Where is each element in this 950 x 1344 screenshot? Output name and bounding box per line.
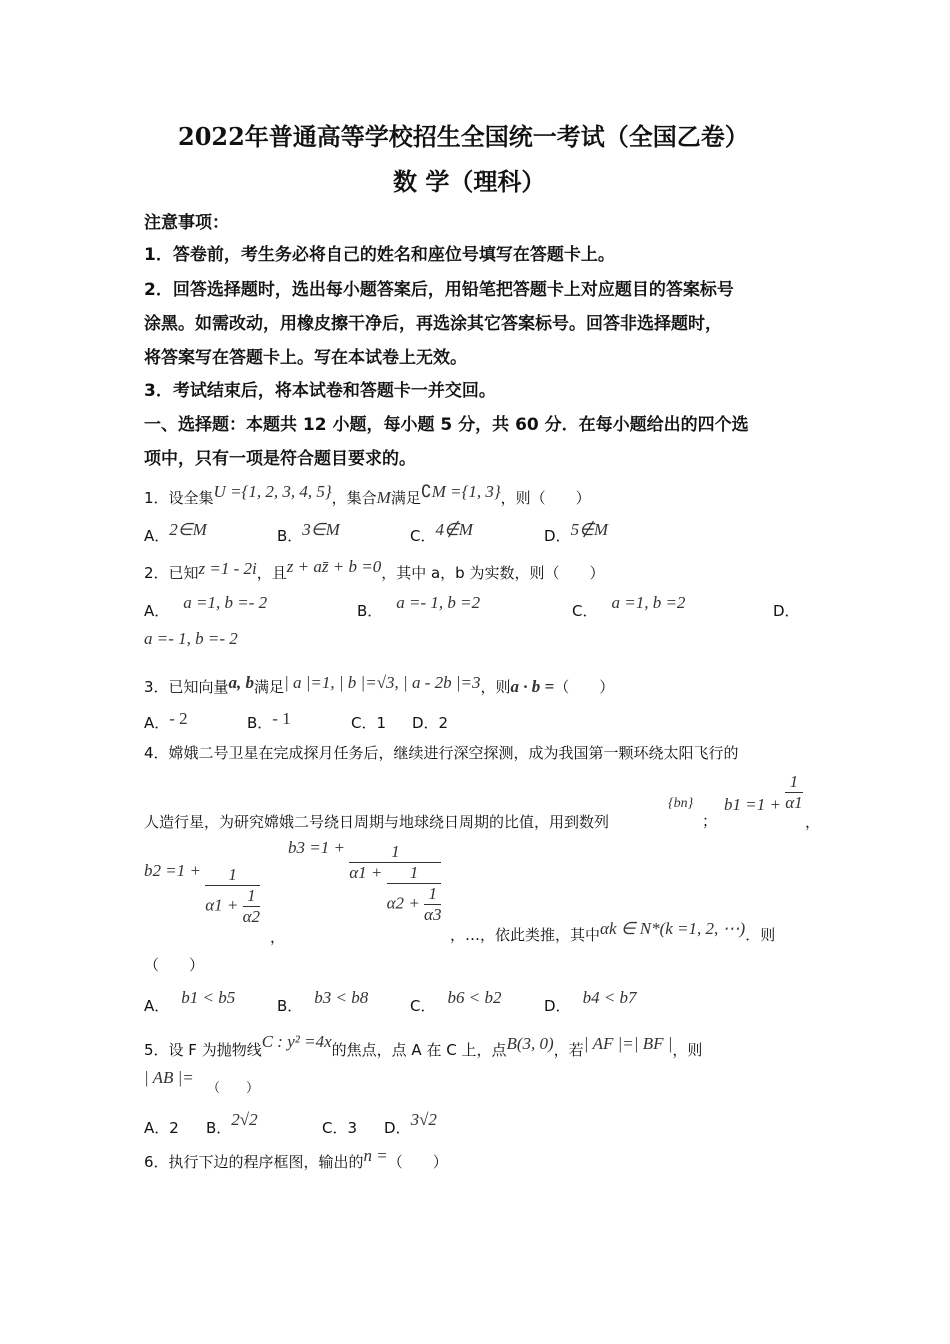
q1-option-b-label: B．: [277, 527, 303, 545]
q1-complement-m: M ={1, 3}: [431, 482, 501, 501]
q4-condition: αk ∈ N*(k =1, 2, ⋯): [600, 919, 746, 938]
q4-option-d: [544, 988, 637, 1016]
q4-b3-plus: +: [370, 863, 383, 882]
q1-complement: ∁: [420, 482, 432, 501]
q4-b3-mid-den: [387, 884, 442, 925]
q1-option-b: [277, 520, 340, 546]
q4-b3-mid-num: 1: [387, 863, 442, 884]
q3-option-d: D．2: [412, 714, 449, 732]
q1-option-d: [544, 520, 609, 546]
q2-mid: ，且: [256, 564, 287, 582]
q4-option-a-label: A．: [144, 997, 170, 1015]
q2-post: ，其中 a，b 为实数，则（ ）: [381, 564, 605, 582]
q5-post: ，则: [672, 1041, 703, 1059]
q1-option-c-expr: 4∉M: [435, 520, 473, 539]
q4-option-c-label: C．: [410, 997, 436, 1015]
note-item-2b: 涂黑。如需改动，用橡皮擦干净后，再选涂其它答案标号。回答非选择题时，: [144, 314, 722, 334]
q1-option-d-label: D．: [544, 527, 571, 545]
q4-b3-a2: α2: [386, 893, 405, 913]
q5-point-b: B(3, 0): [506, 1034, 554, 1053]
q1-option-a-expr: 2∈M: [169, 520, 207, 539]
q3-post2: （ ）: [554, 678, 615, 696]
q1-m: M: [376, 488, 391, 507]
q3-option-b: [247, 709, 291, 733]
page-subtitle: 数 学（理科）: [393, 167, 546, 196]
q2-stem: [144, 557, 605, 583]
q2-equation: z + az̄ + b =0: [286, 557, 382, 576]
q4-b2-num: 1: [205, 865, 260, 886]
q3-condition: | a |=1, | b |=√3, | a - 2b |=3: [284, 673, 481, 692]
q2-option-d-expr: a =- 1, b =- 2: [144, 629, 238, 648]
q2-option-a: [144, 593, 268, 621]
q5-mid: 的焦点，点 A 在 C 上，点: [331, 1041, 507, 1059]
q3-pre: 3．已知向量: [144, 678, 229, 696]
q4-option-d-label: D．: [544, 997, 571, 1015]
q2-option-b: [357, 593, 481, 621]
q1-option-c-label: C．: [410, 527, 436, 545]
q4-comma-2: ，: [270, 928, 286, 946]
q5-condition: | AF |=| BF |: [583, 1034, 673, 1053]
q4-sequence: {bn}: [668, 796, 694, 811]
q6-post: （ ）: [387, 1153, 448, 1171]
q2-option-d-label: D．: [773, 602, 800, 620]
q3-post: ，则: [480, 678, 511, 696]
q1-option-d-expr: 5∉M: [570, 520, 609, 539]
q5-option-b-expr: 2√2: [231, 1110, 258, 1129]
q4-tail: [450, 919, 776, 945]
q4-b3-mid: [387, 863, 442, 925]
q1-stem: [144, 482, 591, 508]
q4-b3-fraction: [349, 842, 441, 925]
q4-then: ．则: [745, 926, 776, 944]
q1-option-c: [410, 520, 473, 546]
q4-b1-fraction: [785, 772, 802, 813]
q4-b2-plus: +: [226, 895, 239, 915]
q1-pre: 1．设全集: [144, 489, 214, 507]
q2-option-c-expr: a =1, b =2: [611, 593, 686, 612]
q6-pre: 6．执行下边的程序框图，输出的: [144, 1153, 364, 1171]
q1-mid2: 满足: [390, 489, 421, 507]
q4-b3-inner-num: 1: [424, 884, 441, 905]
q5-parabola: C : y² =4x: [261, 1032, 332, 1051]
q1-post: ，则（ ）: [500, 489, 591, 507]
q5-option-d-expr: 3√2: [410, 1110, 437, 1129]
q3-option-b-label: B．: [247, 714, 273, 732]
q4-b3-plus2: +: [408, 893, 420, 913]
q4-b2-fraction: [205, 865, 260, 927]
q4-tail-text: ，…，依此类推，其中: [450, 926, 601, 944]
q4-b2-inner-num: 1: [243, 886, 260, 907]
q4-option-b-expr: b3 < b8: [314, 988, 369, 1007]
q2-option-b-expr: a =- 1, b =2: [396, 593, 481, 612]
q2-option-b-label: B．: [357, 602, 383, 620]
q4-b3-inner-den: α3: [424, 905, 442, 924]
q4-b1-lhs: b1 =1 +: [724, 795, 781, 815]
q4-b1-num: 1: [785, 772, 802, 793]
note-item-2c: 将答案写在答题卡上。写在本试卷上无效。: [144, 348, 467, 368]
q5-option-c: C．3: [322, 1119, 358, 1137]
q5-mid2: ，若: [553, 1041, 584, 1059]
section-heading-line1: 一、选择题：本题共 12 小题，每小题 5 分，共 60 分．在每小题给出的四个选: [144, 415, 749, 435]
q4-paren: （ ）: [144, 956, 205, 974]
q4-b3: [288, 838, 442, 925]
q1-option-b-expr: 3∈M: [302, 520, 340, 539]
q4-option-c-expr: b6 < b2: [447, 988, 502, 1007]
q4-line1: 4．嫦娥二号卫星在完成探月任务后，继续进行深空探测，成为我国第一颗环绕太阳飞行的: [144, 744, 739, 762]
q3-option-c: C．1: [351, 714, 387, 732]
q4-option-a-expr: b1 < b5: [181, 988, 236, 1007]
note-item-1: 1．答卷前，考生务必将自己的姓名和座位号填写在答题卡上。: [144, 245, 615, 265]
q5-option-b: [206, 1110, 258, 1138]
q4-option-c: [410, 988, 502, 1016]
q5-option-a: A．2: [144, 1119, 179, 1137]
q3-option-b-expr: - 1: [272, 709, 291, 728]
q4-b2-lhs: b2 =1 +: [144, 861, 201, 880]
notes-heading: 注意事项：: [144, 213, 229, 233]
q4-b1: [724, 772, 803, 813]
q3-option-a-expr: - 2: [169, 709, 188, 728]
q4-colon: ；: [702, 812, 718, 830]
q6-n: n =: [363, 1146, 388, 1165]
q5-paren: （ ）: [207, 1081, 260, 1096]
q4-b3-a1: α1: [349, 863, 367, 882]
q2-option-c: [572, 593, 686, 621]
q3-option-a: [144, 709, 188, 733]
note-item-3: 3．考试结束后，将本试卷和答题卡一并交回。: [144, 381, 496, 401]
q5-option-d: [384, 1110, 437, 1138]
q3-stem: [144, 673, 615, 697]
q4-b2-inner: [243, 886, 260, 927]
q5-option-d-label: D．: [384, 1119, 411, 1137]
q3-option-a-label: A．: [144, 714, 170, 732]
q4-option-b-label: B．: [277, 997, 303, 1015]
q4-b2-a1: α1: [205, 895, 223, 915]
q1-mid: ，集合: [331, 489, 377, 507]
q4-comma-1: ，: [805, 813, 821, 831]
q2-option-a-expr: a =1, b =- 2: [183, 593, 268, 612]
q4-option-a: [144, 988, 236, 1016]
q4-b3-den: [349, 863, 441, 925]
q4-b3-num: 1: [349, 842, 441, 863]
q4-option-d-expr: b4 < b7: [582, 988, 637, 1007]
note-item-2a: 2．回答选择题时，选出每小题答案后，用铅笔把答题卡上对应题目的答案标号: [144, 280, 734, 300]
section-heading-line2: 项中，只有一项是符合题目要求的。: [144, 449, 416, 469]
q4-b3-lhs: b3 =1 +: [288, 838, 345, 857]
q2-option-c-label: C．: [572, 602, 598, 620]
q4-b2-den: [205, 886, 260, 927]
q1-set-u: U ={1, 2, 3, 4, 5}: [213, 482, 332, 501]
q2-option-a-label: A．: [144, 602, 170, 620]
q4-line2: 人造行星，为研究嫦娥二号绕日周期与地球绕日周期的比值，用到数列: [144, 813, 610, 831]
q2-pre: 2．已知: [144, 564, 199, 582]
q5-stem: [144, 1032, 703, 1060]
q5-ab: | AB |=: [144, 1068, 194, 1087]
q6-stem: [144, 1146, 448, 1172]
q5-pre: 5．设 F 为抛物线: [144, 1041, 262, 1059]
q3-dot: a · b =: [510, 677, 555, 696]
page-title: 2022年普通高等学校招生全国统一考试（全国乙卷）: [178, 122, 749, 151]
q2-z: z =1 - 2i: [198, 559, 257, 578]
q4-b3-inner: [424, 884, 441, 925]
q4-b2-inner-den: α2: [242, 907, 261, 926]
q5-option-b-label: B．: [206, 1119, 232, 1137]
q1-option-a: [144, 520, 207, 546]
q3-mid: 满足: [254, 678, 285, 696]
q4-option-b: [277, 988, 369, 1016]
q1-option-a-label: A．: [144, 527, 170, 545]
q4-b2: [144, 861, 261, 927]
q4-b1-den: α1: [785, 793, 803, 812]
q3-vectors: a, b: [228, 673, 255, 692]
